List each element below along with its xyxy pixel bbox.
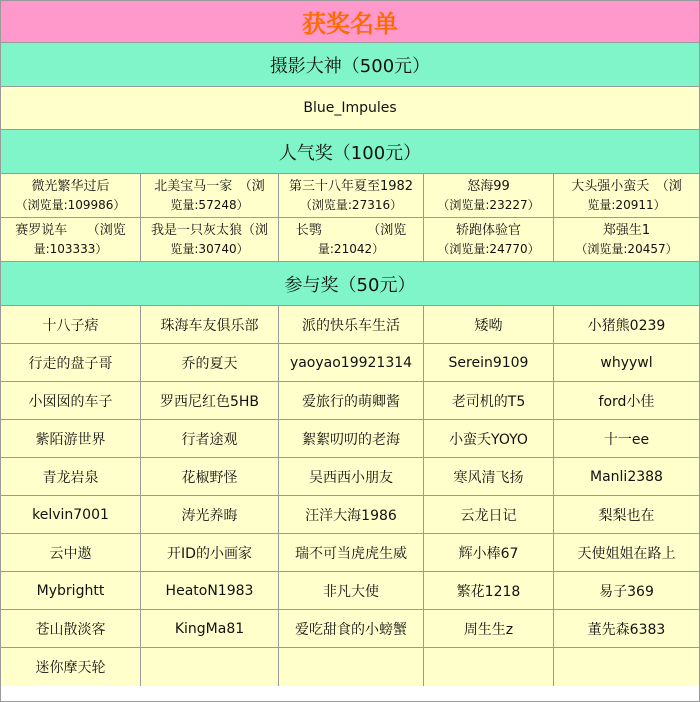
winner-name: 赛罗说车 （浏览 <box>15 222 126 238</box>
participation-winner-cell: 青龙岩泉 <box>1 458 141 495</box>
participation-winner-cell: 吴西西小朋友 <box>279 458 424 495</box>
popularity-prize-label: 人气奖（100元） <box>278 142 422 164</box>
participation-winner-cell: 罗西尼红色5HB <box>141 382 279 419</box>
popularity-winner-text <box>558 222 695 258</box>
participation-winner-cell <box>554 648 699 686</box>
participation-row <box>1 610 699 648</box>
participation-winner-cell: 非凡大使 <box>279 572 424 609</box>
participation-row <box>1 648 699 686</box>
popularity-winner-text <box>283 222 419 258</box>
participation-winner-cell: 紫陌游世界 <box>1 420 141 457</box>
participation-row <box>1 572 699 610</box>
popularity-winner-text <box>283 178 419 214</box>
participation-winner-cell: yaoyao19921314 <box>279 344 424 381</box>
participation-winner-cell: 董先森6383 <box>587 621 666 638</box>
participation-winner-cell: kelvin7001 <box>1 496 141 533</box>
participation-winner-cell: 苍山散淡客 <box>1 610 141 647</box>
participation-winner-cell: 繁花1218 <box>424 572 554 609</box>
participation-row <box>1 420 699 458</box>
participation-winner-cell: 云龙日记 <box>424 496 554 533</box>
popularity-winner-text <box>145 222 274 258</box>
grand-prize-label: 摄影大神（500元） <box>269 55 431 77</box>
popularity-winner-cell <box>554 218 699 261</box>
participation-winner-cell: 乔的夏天 <box>141 344 279 381</box>
winner-views: 览量:30740） <box>170 241 249 256</box>
participation-winner-cell: 小囡囡的车子 <box>1 382 141 419</box>
winner-name: 长鹗 （浏览 <box>295 222 407 238</box>
winner-views: （浏览量:109986） <box>15 197 126 212</box>
popularity-winner-cell <box>1 174 141 217</box>
participation-winner-cell: KingMa81 <box>141 610 279 647</box>
popularity-prize-header <box>1 130 699 174</box>
participation-winner-cell: 辉小棒67 <box>424 534 554 571</box>
participation-winner-cell: 爱吃甜食的小螃蟹 <box>279 610 424 647</box>
winner-views: （浏览量:23227） <box>437 197 540 212</box>
winner-views: （浏览量:20457） <box>575 241 678 256</box>
participation-winner-cell: 小蛮夭YOYO <box>424 420 554 457</box>
participation-winner-cell: Manli2388 <box>590 468 663 485</box>
popularity-winner-text <box>428 222 549 258</box>
participation-winner-cell: 花椒野怪 <box>141 458 279 495</box>
participation-winner-cell <box>279 648 424 686</box>
participation-winner-cell: 周生生z <box>424 610 554 647</box>
participation-winner-cell: whyywl <box>600 354 653 371</box>
popularity-winner-cell <box>554 174 699 217</box>
popularity-winner-cell <box>279 218 424 261</box>
winner-name: 轿跑体验官 <box>455 222 521 238</box>
popularity-winner-text <box>5 222 136 258</box>
participation-winner-cell: Serein9109 <box>424 344 554 381</box>
popularity-winner-cell <box>141 174 279 217</box>
participation-winner-cell: 云中遨 <box>1 534 141 571</box>
popularity-winner-text <box>5 178 136 214</box>
winner-views: 量:103333） <box>33 241 108 256</box>
winner-views: 览量:57248） <box>170 197 249 212</box>
participation-winner-cell: 絮絮叨叨的老海 <box>279 420 424 457</box>
winner-name: 北美宝马一家 （浏 <box>154 178 265 194</box>
participation-winner-cell: 梨梨也在 <box>598 507 655 524</box>
popularity-winner-cell <box>141 218 279 261</box>
winner-name: 第三十八年夏至1982 <box>288 178 414 194</box>
participation-prize-label: 参与奖（50元） <box>284 274 416 296</box>
participation-row <box>1 496 699 534</box>
participation-winner-cell: 天使姐姐在路上 <box>577 545 676 562</box>
winner-name: 怒海99 <box>467 178 510 194</box>
participation-winner-cell: 矮呦 <box>424 306 554 343</box>
participation-winner-cell: 涛光养晦 <box>141 496 279 533</box>
participation-winner-cell: ford小佳 <box>598 393 655 410</box>
winner-views: 量:21042） <box>317 241 385 256</box>
winner-name: 郑强生1 <box>602 222 651 238</box>
popularity-row <box>1 218 699 262</box>
popularity-winner-text <box>145 178 274 214</box>
participation-winner-cell: 派的快乐车生活 <box>279 306 424 343</box>
popularity-winner-text <box>558 178 695 214</box>
participation-winner-cell: 十八子痞 <box>1 306 141 343</box>
participation-winner-cell: 迷你摩天轮 <box>1 648 141 686</box>
grand-prize-row <box>1 87 699 130</box>
winner-views: （浏览量:24770） <box>437 241 540 256</box>
participation-winner-cell <box>424 648 554 686</box>
popularity-winner-cell <box>424 174 554 217</box>
popularity-winner-text <box>428 178 549 214</box>
participation-winner-cell: 行者途观 <box>141 420 279 457</box>
title-row <box>1 1 699 43</box>
popularity-winner-cell <box>279 174 424 217</box>
participation-winner-cell: HeatoN1983 <box>141 572 279 609</box>
popularity-winner-cell <box>1 218 141 261</box>
participation-row <box>1 344 699 382</box>
participation-row <box>1 534 699 572</box>
participation-winner-cell: 瑞不可当虎虎生威 <box>279 534 424 571</box>
participation-winner-cell: 珠海车友俱乐部 <box>141 306 279 343</box>
participation-row <box>1 306 699 344</box>
winner-views: 览量:20911） <box>587 197 666 212</box>
participation-prize-header <box>1 262 699 306</box>
grand-prize-header <box>1 43 699 87</box>
participation-winner-cell: 小猪熊0239 <box>587 317 666 334</box>
page-title: 获奖名单 <box>302 10 398 38</box>
popularity-winner-cell <box>424 218 554 261</box>
participation-row <box>1 458 699 496</box>
winner-name: 我是一只灰太狼（浏 <box>150 222 268 238</box>
participation-winner-cell: 爱旅行的萌卿酱 <box>279 382 424 419</box>
winner-views: （浏览量:27316） <box>299 197 403 212</box>
winner-name: 微光繁华过后 <box>31 178 110 194</box>
grand-prize-winner: Blue_Impules <box>303 100 397 116</box>
participation-winner-cell: 汪洋大海1986 <box>279 496 424 533</box>
winner-name: 大头强小蛮夭 （浏 <box>571 178 682 194</box>
participation-winner-cell: 开ID的小画家 <box>141 534 279 571</box>
participation-winner-cell: 老司机的T5 <box>424 382 554 419</box>
participation-winner-cell <box>141 648 279 686</box>
participation-winner-cell: 行走的盘子哥 <box>1 344 141 381</box>
participation-winner-cell: 十一ee <box>603 431 650 448</box>
participation-winner-cell: 寒风清飞扬 <box>424 458 554 495</box>
participation-winner-cell: Mybrightt <box>1 572 141 609</box>
participation-row <box>1 382 699 420</box>
popularity-row <box>1 174 699 218</box>
participation-winner-cell: 易子369 <box>599 583 654 600</box>
